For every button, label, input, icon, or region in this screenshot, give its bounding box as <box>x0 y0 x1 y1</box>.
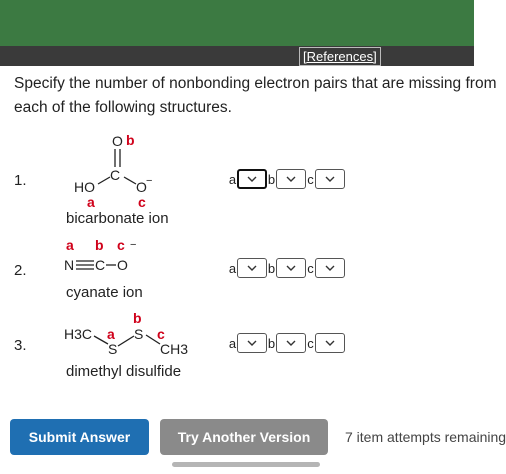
atom-o-top: O <box>112 133 123 149</box>
question-prompt <box>14 72 497 120</box>
select-label-b: b <box>267 335 276 351</box>
question-number-1: 1. <box>14 172 27 189</box>
try-another-version-button[interactable]: Try Another Version <box>160 419 328 455</box>
chevron-down-icon <box>286 265 296 271</box>
question-number-2: 2. <box>14 262 27 279</box>
label-a: a <box>66 237 74 253</box>
attempts-remaining-text: 7 item attempts remaining <box>345 429 506 445</box>
select-label-b: b <box>267 260 276 276</box>
answer-row-2 <box>228 258 345 278</box>
bicarbonate-structure <box>60 132 170 212</box>
select-label-a: a <box>228 260 237 276</box>
select-c[interactable] <box>315 258 345 278</box>
chevron-down-icon <box>247 265 257 271</box>
select-label-a: a <box>228 171 237 187</box>
answer-row-1 <box>228 169 345 189</box>
select-label-a: a <box>228 335 237 351</box>
chevron-down-icon <box>325 265 335 271</box>
select-b[interactable] <box>276 333 306 353</box>
atom-h3c: H3C <box>64 326 93 342</box>
caption-1: bicarbonate ion <box>66 210 169 227</box>
caption-3: dimethyl disulfide <box>66 363 182 380</box>
select-c[interactable] <box>315 333 345 353</box>
label-b: b <box>95 237 104 253</box>
atom-o-right: O <box>136 179 147 195</box>
prompt-line-1: Specify the number of nonbonding electron pairs that are missing from <box>14 75 497 92</box>
charge: − <box>130 239 137 251</box>
label-c: c <box>117 237 125 253</box>
select-label-c: c <box>307 335 314 351</box>
atom-o: O <box>117 257 128 273</box>
atom-n: N <box>64 257 75 273</box>
select-label-b: b <box>267 171 276 187</box>
atom-c: C <box>95 257 106 273</box>
horizontal-scrollbar[interactable] <box>172 462 320 467</box>
atom-ho: HO <box>74 179 95 195</box>
submit-answer-button[interactable]: Submit Answer <box>10 419 149 455</box>
chevron-down-icon <box>247 176 257 182</box>
select-label-c: c <box>307 171 314 187</box>
label-c: c <box>157 326 165 342</box>
atom-c: C <box>110 167 121 183</box>
select-c[interactable] <box>315 169 345 189</box>
atom-s1: S <box>108 341 118 357</box>
select-b[interactable] <box>276 258 306 278</box>
label-a: a <box>107 326 115 342</box>
chevron-down-icon <box>247 340 257 346</box>
select-b[interactable] <box>276 169 306 189</box>
references-link[interactable]: [References] <box>299 47 381 66</box>
select-a[interactable] <box>237 333 267 353</box>
select-label-c: c <box>307 260 314 276</box>
question-number-3: 3. <box>14 337 27 354</box>
references-bar <box>0 46 474 66</box>
chevron-down-icon <box>325 340 335 346</box>
label-a: a <box>87 194 95 210</box>
label-c: c <box>138 194 146 210</box>
label-b: b <box>133 310 142 326</box>
prompt-line-2: each of the following structures. <box>14 99 232 116</box>
top-banner <box>0 0 474 46</box>
label-b: b <box>126 132 135 148</box>
select-a[interactable] <box>237 258 267 278</box>
caption-2: cyanate ion <box>66 284 143 301</box>
chevron-down-icon <box>325 176 335 182</box>
chevron-down-icon <box>286 340 296 346</box>
charge: − <box>146 175 153 187</box>
dimethyl-disulfide-structure <box>62 310 192 360</box>
answer-row-3 <box>228 333 345 353</box>
atom-ch3: CH3 <box>160 341 189 357</box>
select-a[interactable] <box>237 169 267 189</box>
chevron-down-icon <box>286 176 296 182</box>
atom-s2: S <box>134 326 144 342</box>
cyanate-structure <box>60 236 160 278</box>
